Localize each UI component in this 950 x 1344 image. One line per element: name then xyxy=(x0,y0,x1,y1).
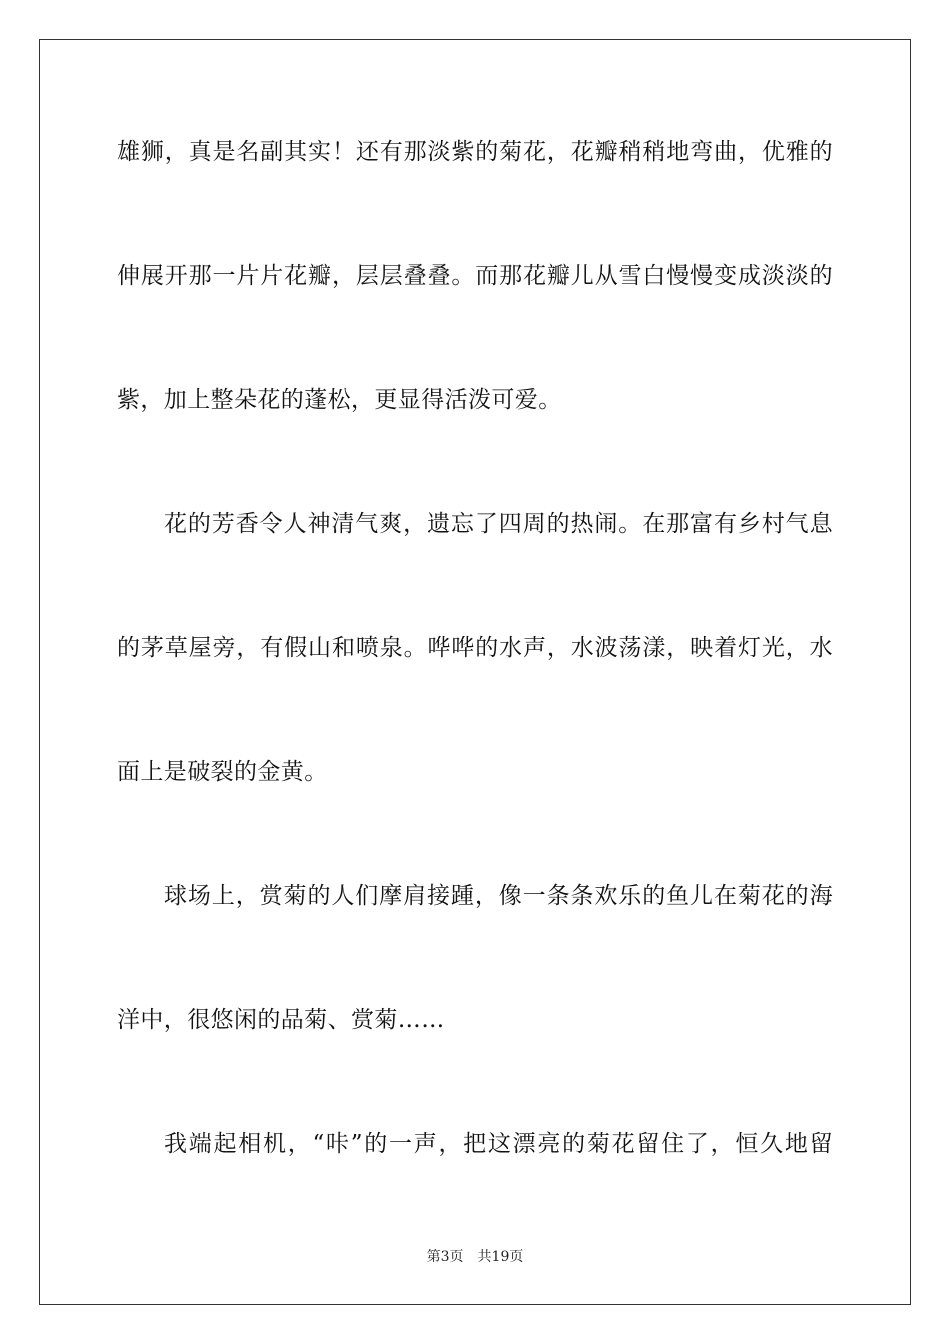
paragraph-line: 紫，加上整朵花的蓬松，更显得活泼可爱。 xyxy=(117,387,562,413)
paragraph-line: 面上是破裂的金黄。 xyxy=(117,759,328,785)
page-border xyxy=(39,39,911,1305)
paragraph-line: 我端起相机，“咔”的一声，把这漂亮的菊花留住了，恒久地留 xyxy=(164,1131,833,1157)
paragraph-line: 的茅草屋旁，有假山和喷泉。哗哗的水声，水波荡漾，映着灯光，水 xyxy=(117,635,833,661)
page-number: 第3页 xyxy=(426,1249,464,1265)
paragraph-line: 球场上，赏菊的人们摩肩接踵，像一条条欢乐的鱼儿在菊花的海 xyxy=(164,883,833,909)
paragraph-line: 雄狮，真是名副其实！还有那淡紫的菊花，花瓣稍稍地弯曲，优雅的 xyxy=(117,139,833,165)
page-footer xyxy=(0,1248,950,1266)
page-total: 共19页 xyxy=(477,1249,524,1265)
paragraph-line: 花的芳香令人神清气爽，遗忘了四周的热闹。在那富有乡村气息 xyxy=(164,511,833,537)
paragraph-line: 伸展开那一片片花瓣，层层叠叠。而那花瓣儿从雪白慢慢变成淡淡的 xyxy=(117,263,833,289)
paragraph-line: 洋中，很悠闲的品菊、赏菊…… xyxy=(117,1007,445,1033)
